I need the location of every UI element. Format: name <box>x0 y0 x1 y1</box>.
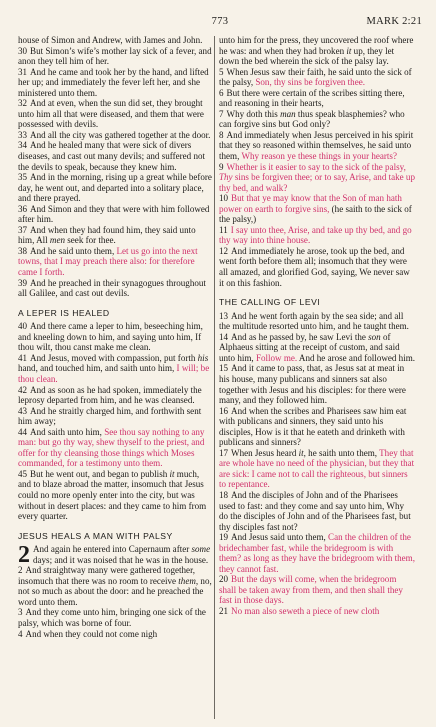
words-of-jesus: I will; be thou clean. <box>18 363 210 384</box>
verse-text: much, and to blaze abroad the matter, insomuch that Jesus could no more openly enter into the city, but was without in desert places: and they came to him from every quarter. <box>18 468 207 522</box>
verse-text: And he went forth again by the sea side; and all the multitude resorted unto him, and he taught them. <box>219 310 409 332</box>
verse-text: And when they had found him, they said unto him, All <box>18 224 196 246</box>
verse-number: 6 <box>219 87 224 98</box>
verse-number: 20 <box>219 574 229 585</box>
verse-text: of Alphaeus sitting at the receipt of custom, and said unto him, <box>219 331 400 363</box>
words-of-jesus: sins be forgiven thee; or to say, Arise, and take up thy bed, and walk? <box>219 172 415 193</box>
verse <box>18 204 214 225</box>
verse-text: up, they let down the bed wherein the sick of the palsy lay. <box>219 45 395 67</box>
verse <box>18 278 214 299</box>
words-of-jesus: Let us go into the next towns, that I may preach there also: for therefore came I forth. <box>18 245 198 278</box>
verse-text: seek for thee. <box>65 235 116 246</box>
verse-text: And as soon as he had spoken, immediately the leprosy departed from him, and he was cleansed. <box>18 384 202 406</box>
verse <box>18 629 214 640</box>
verse-text: When Jesus heard <box>231 447 299 458</box>
verse-text: And there came a leper to him, beseeching him, and kneeling down to him, and saying unto him, If thou wilt, thou canst make me clean. <box>18 321 203 353</box>
verse <box>18 98 214 130</box>
verse-number: 15 <box>219 363 229 374</box>
verse-number: 36 <box>18 203 28 214</box>
running-reference: MARK 2:21 <box>366 16 422 27</box>
verse-text: no, not so much as about the door: and he preached the word unto them. <box>18 575 212 607</box>
left-column <box>18 35 214 639</box>
verse-text: And immediately when Jesus perceived in his spirit that they so reasoned within themselves, he said unto them, <box>219 129 414 162</box>
verse <box>219 606 415 617</box>
verse-text: And Jesus said unto them, <box>231 532 329 543</box>
verse <box>18 246 214 278</box>
verse-text: And immediately he arose, took up the bed, and went forth before them all; insomuch that they were all amazed, and glorified God, saying, We never saw it on this fashion. <box>219 245 410 288</box>
verse <box>18 46 214 67</box>
verse-number: 13 <box>219 310 229 321</box>
verse-text: And he said unto them, <box>30 245 117 256</box>
verse-text: his <box>197 352 209 363</box>
verse <box>18 321 214 353</box>
verse <box>18 140 214 172</box>
verse-text: son <box>368 331 381 342</box>
verse <box>219 225 415 246</box>
verse-number: 16 <box>219 405 229 416</box>
verse <box>219 448 415 490</box>
words-of-jesus: They that are whole have no need of the physician, but they that are sick: I came not to call the righteous, but sinners to repentance. <box>219 447 415 490</box>
verse <box>18 607 214 628</box>
verse-text: And he straitly charged him, and forthwith sent him away; <box>18 405 202 427</box>
verse-number: 31 <box>18 66 28 77</box>
verse-text: And he preached in their synagogues throughout all Galilee, and cast out devils. <box>18 277 206 299</box>
verse-number: 4 <box>18 628 23 639</box>
verse-number: 34 <box>18 140 28 151</box>
section-heading: JESUS HEALS A MAN WITH PALSY <box>18 530 173 541</box>
verse-number: 9 <box>219 161 224 172</box>
verse <box>219 406 415 448</box>
verse-number: 32 <box>18 98 28 109</box>
words-of-jesus: I say unto thee, Arise, and take up thy bed, and go thy way into thine house. <box>219 224 412 246</box>
verse-number: 40 <box>18 321 28 332</box>
words-of-jesus: Why reason ye these things in your hearts? <box>241 151 397 162</box>
words-of-jesus: Follow me. <box>255 352 298 363</box>
verse-text: And again he entered into Capernaum after <box>33 544 192 555</box>
verse <box>219 67 415 88</box>
verse-text: And all the city was gathered together at the door. <box>30 129 211 140</box>
verse <box>219 532 415 574</box>
verse-text: And when the scribes and Pharisees saw him eat with publicans and sinners, they said unto his disciples, How is it that he eateth and drinketh with publicans and sinners? <box>219 405 407 448</box>
verse-text: (he saith to the sick of the palsy,) <box>219 203 412 225</box>
verse-text: And it came to pass, that, as Jesus sat at meat in his house, many publicans and sinners sat also together with Jesus and his disciples: for there were many, and they followed him. <box>219 363 406 406</box>
words-of-jesus: No man also seweth a piece of new cloth <box>231 605 380 616</box>
column-divider <box>214 36 215 719</box>
verse-text: When Jesus saw their faith, he said unto the sick of the palsy, <box>219 66 412 88</box>
verse-text: house of Simon and Andrew, with James and John. <box>18 35 203 45</box>
verse-text: Why doth this <box>226 108 281 119</box>
verse-number: 39 <box>18 277 28 288</box>
verse-text: men <box>49 235 65 246</box>
verse <box>219 193 415 225</box>
verse-text: days; and it was noised that he was in the house. <box>33 554 209 565</box>
verse-number: 10 <box>219 193 229 204</box>
verse-number: 41 <box>18 352 28 363</box>
verse <box>219 246 415 288</box>
verse-number: 38 <box>18 245 28 256</box>
verse-number: 42 <box>18 384 28 395</box>
verse <box>219 490 415 532</box>
verse-text: hand, and touched him, and saith unto him, <box>18 363 177 374</box>
verse-text: But Simon’s wife’s mother lay sick of a fever, and anon they tell him of her. <box>18 45 212 67</box>
verse-number: 7 <box>219 108 224 119</box>
verse-number: 21 <box>219 605 229 616</box>
verse <box>219 35 415 67</box>
verse-number: 43 <box>18 405 28 416</box>
verse-number: 2 <box>18 565 23 576</box>
verse-text: unto him for the press, they uncovered the roof where he was: and when they had broken <box>219 35 414 56</box>
verse <box>219 130 415 162</box>
words-of-jesus: Whether is it easier to say to the sick of the palsy, <box>226 161 406 172</box>
verse <box>18 469 214 522</box>
verse-text: man <box>280 108 296 119</box>
verse-number: 8 <box>219 129 224 140</box>
verse-text: But there were certain of the scribes sitting there, and reasoning in their hearts, <box>219 87 405 109</box>
verse <box>219 363 415 405</box>
verse-number: 18 <box>219 489 229 500</box>
chapter-number: 2 <box>18 542 30 569</box>
verse <box>18 67 214 99</box>
verse-text: And saith unto him, <box>30 426 105 437</box>
words-of-jesus: Son, thy sins be forgiven thee. <box>255 77 365 88</box>
verse-number: 17 <box>219 447 229 458</box>
verse-text: he saith unto them, <box>305 447 380 458</box>
verse-text: some <box>191 544 211 555</box>
verse-text: And in the morning, rising up a great while before day, he went out, and departed into a solitary place, and there prayed. <box>18 172 212 204</box>
verse <box>18 565 214 607</box>
verse <box>18 172 214 204</box>
verse-text: And Jesus, moved with compassion, put forth <box>30 352 198 363</box>
verse-number: 19 <box>219 532 229 543</box>
section-heading: THE CALLING OF LEVI <box>219 297 321 308</box>
verse-text: And at even, when the sun did set, they brought unto him all that were diseased, and them that were possessed with devils. <box>18 98 204 130</box>
verse-number: 12 <box>219 245 229 256</box>
verse <box>219 88 415 109</box>
verse <box>18 225 214 246</box>
verse-text: And the disciples of John and of the Pharisees used to fast: and they come and say unto him, Why do the disciples of John and of the Pharisees fast, but thy disciples fast not? <box>219 489 411 532</box>
verse <box>18 385 214 406</box>
verse-number: 44 <box>18 426 28 437</box>
verse <box>18 406 214 427</box>
verse-text: it <box>169 468 175 479</box>
verse <box>18 542 214 569</box>
verse-text: And when they could not come nigh <box>25 628 158 639</box>
verse <box>18 353 214 385</box>
page-header <box>18 16 422 30</box>
verse-number: 30 <box>18 45 28 56</box>
verse-number: 45 <box>18 468 28 479</box>
words-of-jesus: See thou say nothing to any man: but go thy way, shew thyself to the priest, and offer for thy cleansing those things which Moses commanded, for a testimony unto them. <box>18 426 205 469</box>
verse-number: 14 <box>219 331 229 342</box>
verse-text: it <box>346 45 352 56</box>
verse-number: 35 <box>18 172 28 183</box>
verse <box>219 311 415 332</box>
verse-text: And Simon and they that were with him followed after him. <box>18 203 210 225</box>
verse-text: And he came and took her by the hand, and lifted her up; and immediately the fever left her, and she ministered unto them. <box>18 66 209 98</box>
verse-text: But he went out, and began to publish <box>30 468 170 479</box>
verse <box>219 109 415 130</box>
verse-number: 11 <box>219 224 228 235</box>
verse-text: And straightway many were gathered together, insomuch that there was no room to receive <box>18 565 195 586</box>
words-of-jesus: Thy <box>219 172 233 183</box>
verse-number: 3 <box>18 607 23 618</box>
words-of-jesus: But that ye may know that the Son of man hath power on earth to forgive sins, <box>219 193 402 214</box>
verse-number: 5 <box>219 66 224 77</box>
verse <box>219 574 415 606</box>
verse <box>18 427 214 469</box>
verse-number: 37 <box>18 224 28 235</box>
words-of-jesus: Can the children of the bridechamber fast, while the bridegroom is with them? as long as they have the bridegroom with them, they cannot fast. <box>219 532 415 574</box>
verse-text: them, <box>178 575 199 586</box>
verse-text: And he healed many that were sick of divers diseases, and cast out many devils; and suffered not the devils to speak, because they knew him. <box>18 140 206 172</box>
verse <box>219 162 415 194</box>
verse-number: 33 <box>18 129 28 140</box>
page-number: 773 <box>211 16 229 27</box>
verse <box>18 130 214 141</box>
verse-text: And as he passed by, he saw Levi the <box>231 331 369 342</box>
right-column <box>219 35 415 617</box>
verse <box>18 35 214 46</box>
verse-text: And they come unto him, bringing one sick of the palsy, which was borne of four. <box>18 607 206 628</box>
verse-text: thus speak blasphemies? who can forgive sins but God only? <box>219 108 405 130</box>
words-of-jesus: But the days will come, when the bridegroom shall be taken away from them, and then shall they fast in those days. <box>219 574 403 606</box>
verse-text: And he arose and followed him. <box>297 352 416 363</box>
verse <box>219 332 415 364</box>
verse-text: it, <box>298 447 306 458</box>
section-heading: A LEPER IS HEALED <box>18 307 110 318</box>
